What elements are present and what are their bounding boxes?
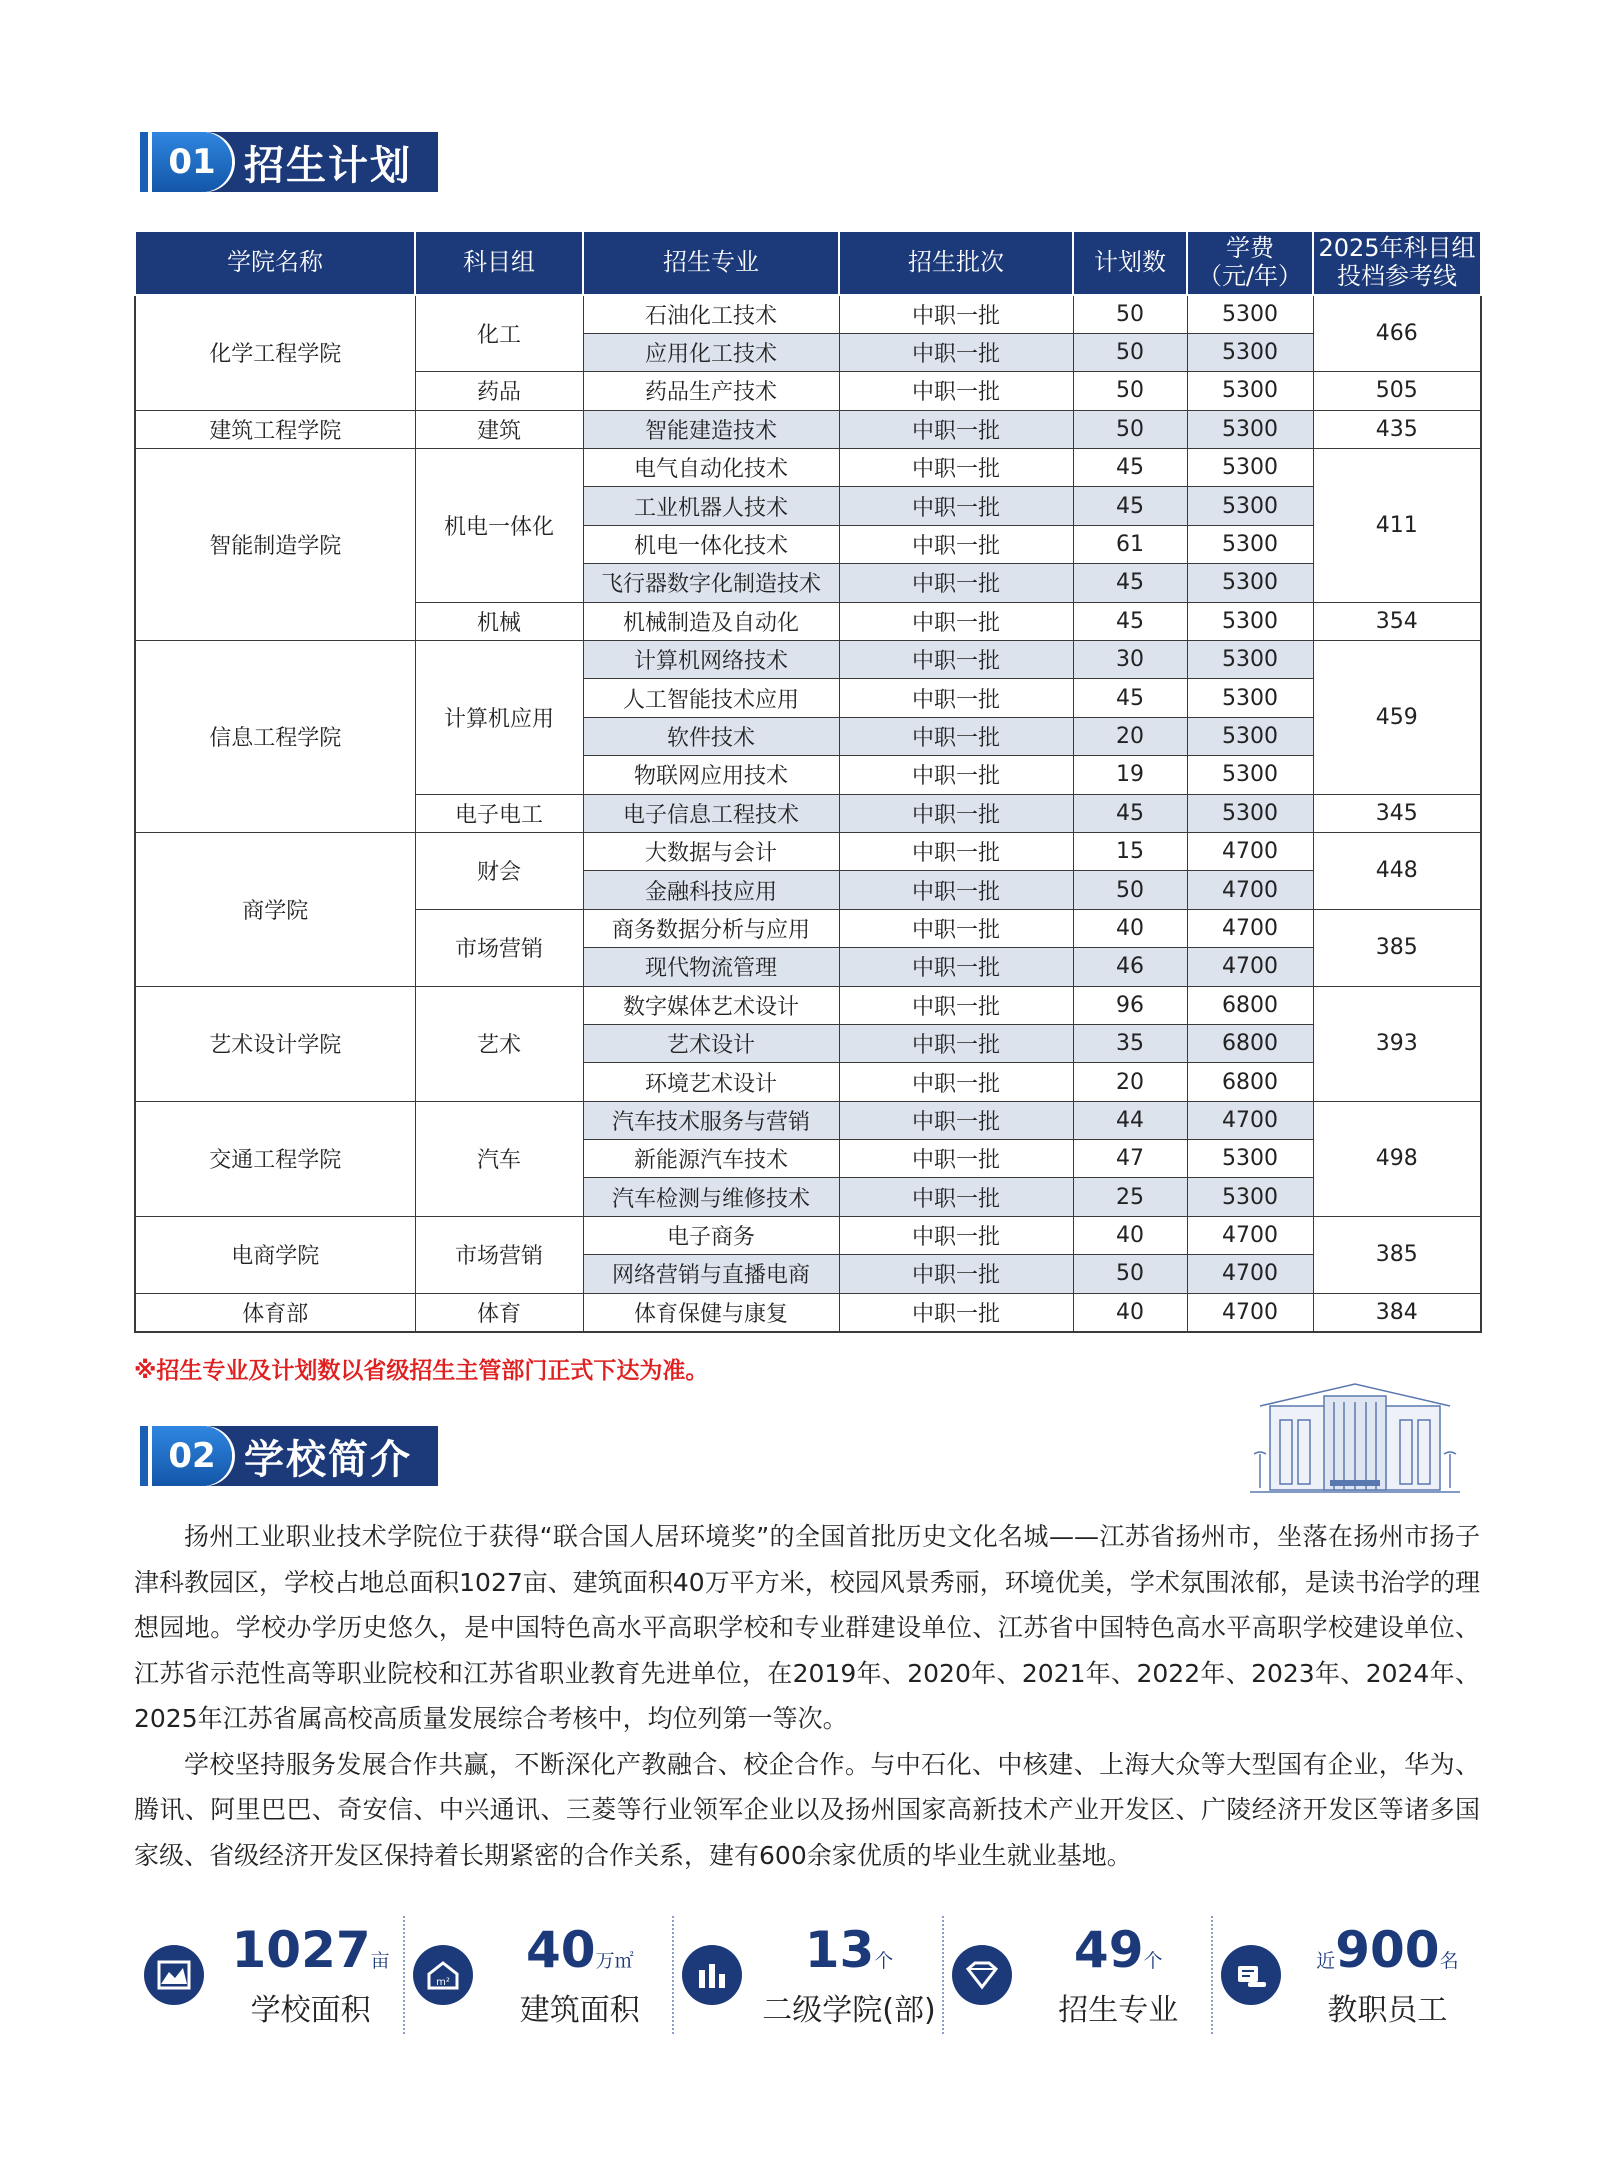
score-cell: 385 — [1313, 1216, 1481, 1293]
plan-cell: 35 — [1073, 1024, 1187, 1062]
intro-paragraph: 学校坚持服务发展合作共赢，不断深化产教融合、校企合作。与中石化、中核建、上海大众等大型国有企业，华为、腾讯、阿里巴巴、奇安信、中兴通讯、三菱等行业领军企业以及扬州国家高新技术产业开发区、广陵经济开发区等诸多国家级、省级经济开发区保持着长期紧密的合作关系，建有600余家优质的毕业生就业基地。 — [134, 1749, 1480, 1870]
batch-cell: 中职一批 — [839, 1293, 1073, 1331]
fee-cell: 5300 — [1187, 641, 1313, 679]
group-cell: 艺术 — [415, 986, 583, 1101]
score-cell: 393 — [1313, 986, 1481, 1101]
major-cell: 机电一体化技术 — [583, 525, 839, 563]
fee-cell: 6800 — [1187, 1024, 1313, 1062]
batch-cell: 中职一批 — [839, 756, 1073, 794]
score-cell: 385 — [1313, 909, 1481, 986]
school-stats — [134, 1910, 1480, 2040]
major-cell: 汽车技术服务与营销 — [583, 1101, 839, 1139]
batch-cell: 中职一批 — [839, 679, 1073, 717]
plan-cell: 19 — [1073, 756, 1187, 794]
plan-cell: 40 — [1073, 909, 1187, 947]
fee-cell: 4700 — [1187, 832, 1313, 870]
college-cell: 化学工程学院 — [135, 295, 415, 410]
staff-icon — [1221, 1945, 1281, 2005]
major-cell: 机械制造及自动化 — [583, 602, 839, 640]
table-row — [135, 295, 1481, 333]
plan-cell: 47 — [1073, 1140, 1187, 1178]
plan-cell: 45 — [1073, 794, 1187, 832]
stat-item — [942, 1910, 1211, 2040]
plan-cell: 96 — [1073, 986, 1187, 1024]
major-cell: 体育保健与康复 — [583, 1293, 839, 1331]
major-cell: 商务数据分析与应用 — [583, 909, 839, 947]
plan-cell: 61 — [1073, 525, 1187, 563]
header-college: 学院名称 — [135, 231, 415, 295]
batch-cell: 中职一批 — [839, 717, 1073, 755]
batch-cell: 中职一批 — [839, 909, 1073, 947]
major-cell: 药品生产技术 — [583, 372, 839, 410]
batch-cell: 中职一批 — [839, 1024, 1073, 1062]
fee-cell: 6800 — [1187, 1063, 1313, 1101]
batch-cell: 中职一批 — [839, 410, 1073, 448]
group-cell: 机电一体化 — [415, 449, 583, 603]
fee-cell: 5300 — [1187, 525, 1313, 563]
fee-cell: 4700 — [1187, 871, 1313, 909]
section-number: 01 — [152, 132, 232, 192]
major-cell: 电子信息工程技术 — [583, 794, 839, 832]
enrollment-table — [134, 230, 1482, 1333]
section-title: 招生计划 — [204, 132, 438, 192]
score-cell: 411 — [1313, 449, 1481, 603]
score-cell: 435 — [1313, 410, 1481, 448]
major-cell: 物联网应用技术 — [583, 756, 839, 794]
batch-cell: 中职一批 — [839, 487, 1073, 525]
batch-cell: 中职一批 — [839, 449, 1073, 487]
campus-building-illustration — [1250, 1376, 1460, 1500]
stat-item — [134, 1910, 403, 2040]
batch-cell: 中职一批 — [839, 832, 1073, 870]
plan-cell: 45 — [1073, 564, 1187, 602]
section-title: 学校简介 — [204, 1426, 438, 1486]
major-cell: 智能建造技术 — [583, 410, 839, 448]
college-cell: 建筑工程学院 — [135, 410, 415, 448]
major-cell: 石油化工技术 — [583, 295, 839, 333]
group-cell: 药品 — [415, 372, 583, 410]
plan-cell: 25 — [1073, 1178, 1187, 1216]
table-row — [135, 1293, 1481, 1331]
fee-cell: 5300 — [1187, 679, 1313, 717]
fee-cell: 4700 — [1187, 1255, 1313, 1293]
stat-value: 1027亩 — [231, 1920, 390, 1979]
plan-cell: 40 — [1073, 1216, 1187, 1254]
group-cell: 建筑 — [415, 410, 583, 448]
group-cell: 计算机应用 — [415, 641, 583, 795]
batch-cell: 中职一批 — [839, 1140, 1073, 1178]
plan-cell: 45 — [1073, 602, 1187, 640]
fee-cell: 5300 — [1187, 372, 1313, 410]
major-cell: 环境艺术设计 — [583, 1063, 839, 1101]
college-cell: 智能制造学院 — [135, 449, 415, 641]
batch-cell: 中职一批 — [839, 948, 1073, 986]
score-cell: 505 — [1313, 372, 1481, 410]
plan-cell: 50 — [1073, 372, 1187, 410]
score-cell: 459 — [1313, 641, 1481, 795]
batch-cell: 中职一批 — [839, 295, 1073, 333]
section-header-enrollment — [140, 132, 438, 192]
header-group: 科目组 — [415, 231, 583, 295]
major-cell: 工业机器人技术 — [583, 487, 839, 525]
table-row — [135, 641, 1481, 679]
plan-cell: 45 — [1073, 487, 1187, 525]
fee-cell: 5300 — [1187, 1178, 1313, 1216]
header-fee: 学费 （元/年） — [1187, 231, 1313, 295]
score-cell: 354 — [1313, 602, 1481, 640]
score-cell: 466 — [1313, 295, 1481, 372]
fee-cell: 5300 — [1187, 794, 1313, 832]
major-cell: 汽车检测与维修技术 — [583, 1178, 839, 1216]
header-major: 招生专业 — [583, 231, 839, 295]
stat-item — [403, 1910, 672, 2040]
table-row — [135, 986, 1481, 1024]
college-cell: 信息工程学院 — [135, 641, 415, 833]
stat-value: 40万㎡ — [526, 1920, 634, 1979]
batch-cell: 中职一批 — [839, 333, 1073, 371]
fee-cell: 4700 — [1187, 909, 1313, 947]
fee-cell: 5300 — [1187, 410, 1313, 448]
score-cell: 498 — [1313, 1101, 1481, 1216]
group-cell: 市场营销 — [415, 1216, 583, 1293]
batch-cell: 中职一批 — [839, 1216, 1073, 1254]
stat-label: 招生专业 — [1058, 1992, 1179, 2028]
fee-cell: 5300 — [1187, 756, 1313, 794]
stat-item — [1211, 1910, 1480, 2040]
plan-cell: 50 — [1073, 871, 1187, 909]
fee-cell: 4700 — [1187, 1216, 1313, 1254]
major-cell: 网络营销与直播电商 — [583, 1255, 839, 1293]
batch-cell: 中职一批 — [839, 641, 1073, 679]
batch-cell: 中职一批 — [839, 871, 1073, 909]
major-cell: 电子商务 — [583, 1216, 839, 1254]
fee-cell: 5300 — [1187, 602, 1313, 640]
major-cell: 计算机网络技术 — [583, 641, 839, 679]
stat-value: 13个 — [804, 1920, 894, 1979]
stat-label: 建筑面积 — [519, 1992, 640, 2028]
table-row — [135, 832, 1481, 870]
fee-cell: 5300 — [1187, 564, 1313, 602]
fee-cell: 6800 — [1187, 986, 1313, 1024]
plan-cell: 50 — [1073, 1255, 1187, 1293]
group-cell: 市场营销 — [415, 909, 583, 986]
major-cell: 数字媒体艺术设计 — [583, 986, 839, 1024]
fee-cell: 5300 — [1187, 1140, 1313, 1178]
college-cell: 艺术设计学院 — [135, 986, 415, 1101]
school-introduction — [134, 1514, 1480, 1878]
svg-text:m²: m² — [436, 1977, 451, 1988]
stat-item — [672, 1910, 941, 2040]
stat-label: 学校面积 — [250, 1992, 371, 2028]
batch-cell: 中职一批 — [839, 1255, 1073, 1293]
major-cell: 电气自动化技术 — [583, 449, 839, 487]
area-chart-icon — [144, 1945, 204, 2005]
group-cell: 机械 — [415, 602, 583, 640]
major-cell: 新能源汽车技术 — [583, 1140, 839, 1178]
batch-cell: 中职一批 — [839, 1101, 1073, 1139]
major-cell: 软件技术 — [583, 717, 839, 755]
major-cell: 应用化工技术 — [583, 333, 839, 371]
header-batch: 招生批次 — [839, 231, 1073, 295]
batch-cell: 中职一批 — [839, 602, 1073, 640]
stat-value: 近900名 — [1316, 1920, 1459, 1979]
college-cell: 体育部 — [135, 1293, 415, 1331]
plan-cell: 45 — [1073, 449, 1187, 487]
plan-cell: 15 — [1073, 832, 1187, 870]
enrollment-note: ※招生专业及计划数以省级招生主管部门正式下达为准。 — [134, 1358, 709, 1384]
section-header-introduction — [140, 1426, 438, 1486]
batch-cell: 中职一批 — [839, 794, 1073, 832]
major-cell: 艺术设计 — [583, 1024, 839, 1062]
section-accent-bar — [140, 1426, 148, 1486]
table-header-row — [135, 231, 1481, 295]
batch-cell: 中职一批 — [839, 564, 1073, 602]
plan-cell: 45 — [1073, 679, 1187, 717]
college-cell: 电商学院 — [135, 1216, 415, 1293]
table-row — [135, 410, 1481, 448]
plan-cell: 40 — [1073, 1293, 1187, 1331]
group-cell: 财会 — [415, 832, 583, 909]
group-cell: 电子电工 — [415, 794, 583, 832]
plan-cell: 50 — [1073, 295, 1187, 333]
fee-cell: 5300 — [1187, 295, 1313, 333]
plan-cell: 46 — [1073, 948, 1187, 986]
major-cell: 大数据与会计 — [583, 832, 839, 870]
fee-cell: 4700 — [1187, 948, 1313, 986]
building-area-icon — [413, 1945, 473, 2005]
batch-cell: 中职一批 — [839, 525, 1073, 563]
plan-cell: 30 — [1073, 641, 1187, 679]
fee-cell: 5300 — [1187, 487, 1313, 525]
fee-cell: 5300 — [1187, 449, 1313, 487]
group-cell: 体育 — [415, 1293, 583, 1331]
plan-cell: 50 — [1073, 410, 1187, 448]
fee-cell: 5300 — [1187, 333, 1313, 371]
fee-cell: 5300 — [1187, 717, 1313, 755]
score-cell: 448 — [1313, 832, 1481, 909]
section-number: 02 — [152, 1426, 232, 1486]
major-cell: 飞行器数字化制造技术 — [583, 564, 839, 602]
college-icon — [682, 1945, 742, 2005]
intro-paragraph: 扬州工业职业技术学院位于获得“联合国人居环境奖”的全国首批历史文化名城——江苏省扬州市，坐落在扬州市扬子津科教园区，学校占地总面积1027亩、建筑面积40万平方米，校园风景秀丽，环境优美，学术氛围浓郁，是读书治学的理想园地。学校办学历史悠久，是中国特色高水平高职学校和专业群建设单位、江苏省中国特色高水平高职学校建设单位、江苏省示范性高等职业院校和江苏省职业教育先进单位，在2019年、2020年、2021年、2022年、2023年、2024年、2025年江苏省属高校高质量发展综合考核中，均位列第一等次。 — [134, 1522, 1480, 1733]
table-row — [135, 1216, 1481, 1254]
batch-cell: 中职一批 — [839, 1063, 1073, 1101]
major-cell: 现代物流管理 — [583, 948, 839, 986]
stat-label: 教职员工 — [1327, 1992, 1448, 2028]
table-row — [135, 449, 1481, 487]
stat-value: 49个 — [1073, 1920, 1163, 1979]
college-cell: 商学院 — [135, 832, 415, 986]
batch-cell: 中职一批 — [839, 1178, 1073, 1216]
header-plan: 计划数 — [1073, 231, 1187, 295]
fee-cell: 4700 — [1187, 1101, 1313, 1139]
fee-cell: 4700 — [1187, 1293, 1313, 1331]
score-cell: 384 — [1313, 1293, 1481, 1331]
plan-cell: 20 — [1073, 717, 1187, 755]
batch-cell: 中职一批 — [839, 372, 1073, 410]
header-score: 2025年科目组 投档参考线 — [1313, 231, 1481, 295]
plan-cell: 44 — [1073, 1101, 1187, 1139]
group-cell: 化工 — [415, 295, 583, 372]
group-cell: 汽车 — [415, 1101, 583, 1216]
score-cell: 345 — [1313, 794, 1481, 832]
plan-cell: 50 — [1073, 333, 1187, 371]
major-cell: 人工智能技术应用 — [583, 679, 839, 717]
college-cell: 交通工程学院 — [135, 1101, 415, 1216]
table-row — [135, 1101, 1481, 1139]
plan-cell: 20 — [1073, 1063, 1187, 1101]
batch-cell: 中职一批 — [839, 986, 1073, 1024]
major-icon — [952, 1945, 1012, 2005]
stat-label: 二级学院(部) — [762, 1992, 936, 2028]
section-accent-bar — [140, 132, 148, 192]
major-cell: 金融科技应用 — [583, 871, 839, 909]
